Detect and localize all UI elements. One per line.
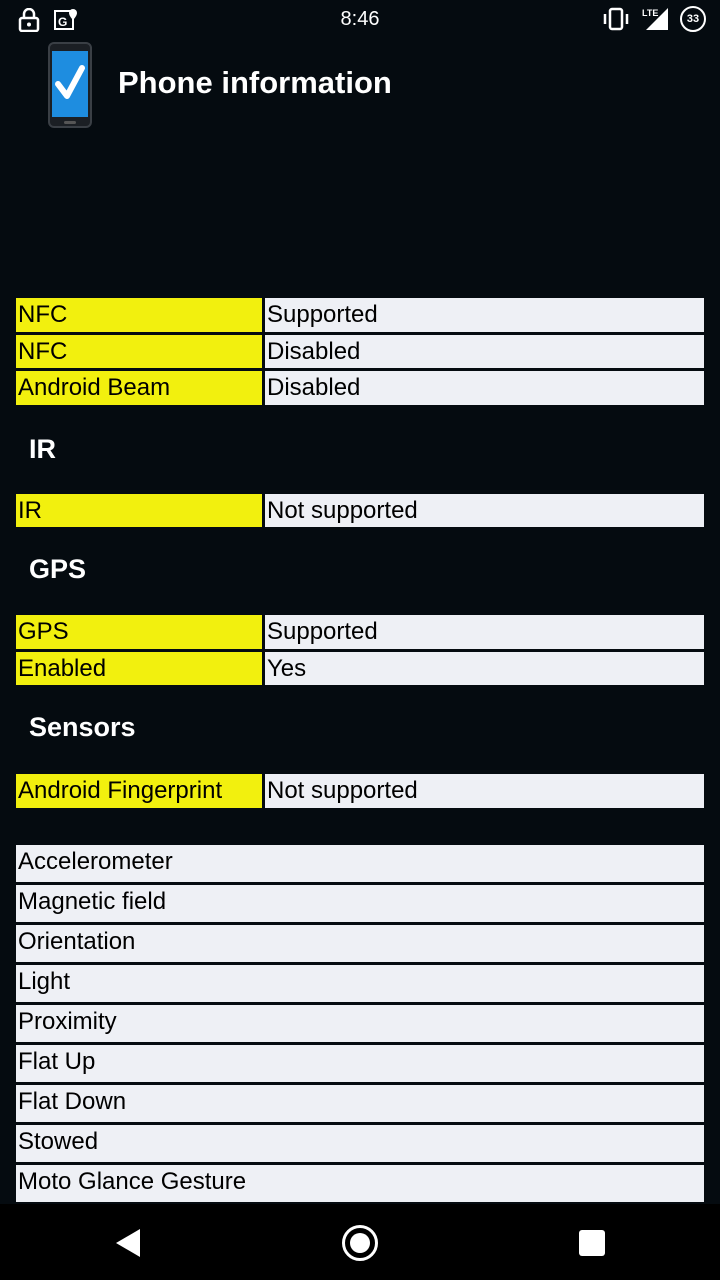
section-title-ir: IR xyxy=(29,433,56,464)
table-row xyxy=(16,494,704,531)
phone-check-icon xyxy=(48,42,92,128)
svg-text:LTE: LTE xyxy=(642,8,659,18)
ir-key: IR xyxy=(16,494,262,528)
recents-button[interactable] xyxy=(579,1230,605,1256)
fingerprint-table xyxy=(16,774,704,811)
list-item: Magnetic field xyxy=(16,885,704,922)
gps-table xyxy=(16,615,704,688)
ir-value: Not supported xyxy=(265,494,704,528)
battery-saver-icon xyxy=(680,6,706,32)
table-row xyxy=(16,615,704,652)
nfc-table xyxy=(16,298,704,408)
back-button[interactable] xyxy=(114,1228,142,1258)
section-title-gps: GPS xyxy=(29,554,87,584)
list-item: Accelerometer xyxy=(16,845,704,882)
ir-table xyxy=(16,494,704,531)
list-item: Light xyxy=(16,965,704,1002)
table-row xyxy=(16,335,704,372)
vibrate-icon xyxy=(602,7,630,31)
fingerprint-key: Android Fingerprint xyxy=(16,774,262,808)
gps-support-value: Supported xyxy=(265,615,704,649)
table-row xyxy=(16,371,704,408)
gps-enabled-key: Enabled xyxy=(16,652,262,686)
status-clock: 8:46 xyxy=(340,8,380,30)
battery-level: 33 xyxy=(686,13,700,25)
sensor-list xyxy=(16,845,704,1242)
list-item: Stowed xyxy=(16,1125,704,1162)
table-row xyxy=(16,298,704,335)
gps-enabled-value: Yes xyxy=(265,652,704,686)
home-button[interactable] xyxy=(342,1225,378,1261)
lte-signal-icon xyxy=(640,6,670,32)
table-row xyxy=(16,652,704,689)
list-item: Moto Glance Gesture xyxy=(16,1165,704,1202)
fingerprint-value: Not supported xyxy=(265,774,704,808)
app-header xyxy=(0,40,720,130)
svg-text:G: G xyxy=(58,15,68,29)
list-item: Flat Down xyxy=(16,1085,704,1122)
nfc-support-key: NFC xyxy=(16,298,262,332)
nfc-support-value: Supported xyxy=(265,298,704,332)
nfc-state-value: Disabled xyxy=(265,335,704,369)
list-item: Orientation xyxy=(16,925,704,962)
section-title-sensors: Sensors xyxy=(29,712,136,742)
android-beam-value: Disabled xyxy=(265,371,704,405)
list-item: Flat Up xyxy=(16,1045,704,1082)
nfc-state-key: NFC xyxy=(16,335,262,369)
navigation-bar xyxy=(0,1204,720,1280)
list-item: Proximity xyxy=(16,1005,704,1042)
info-content[interactable] xyxy=(16,298,704,1245)
status-right-icons xyxy=(602,6,706,32)
android-beam-key: Android Beam xyxy=(16,371,262,405)
page-title: Phone information xyxy=(118,65,392,100)
gps-support-key: GPS xyxy=(16,615,262,649)
table-row xyxy=(16,774,704,811)
status-bar xyxy=(0,0,720,40)
